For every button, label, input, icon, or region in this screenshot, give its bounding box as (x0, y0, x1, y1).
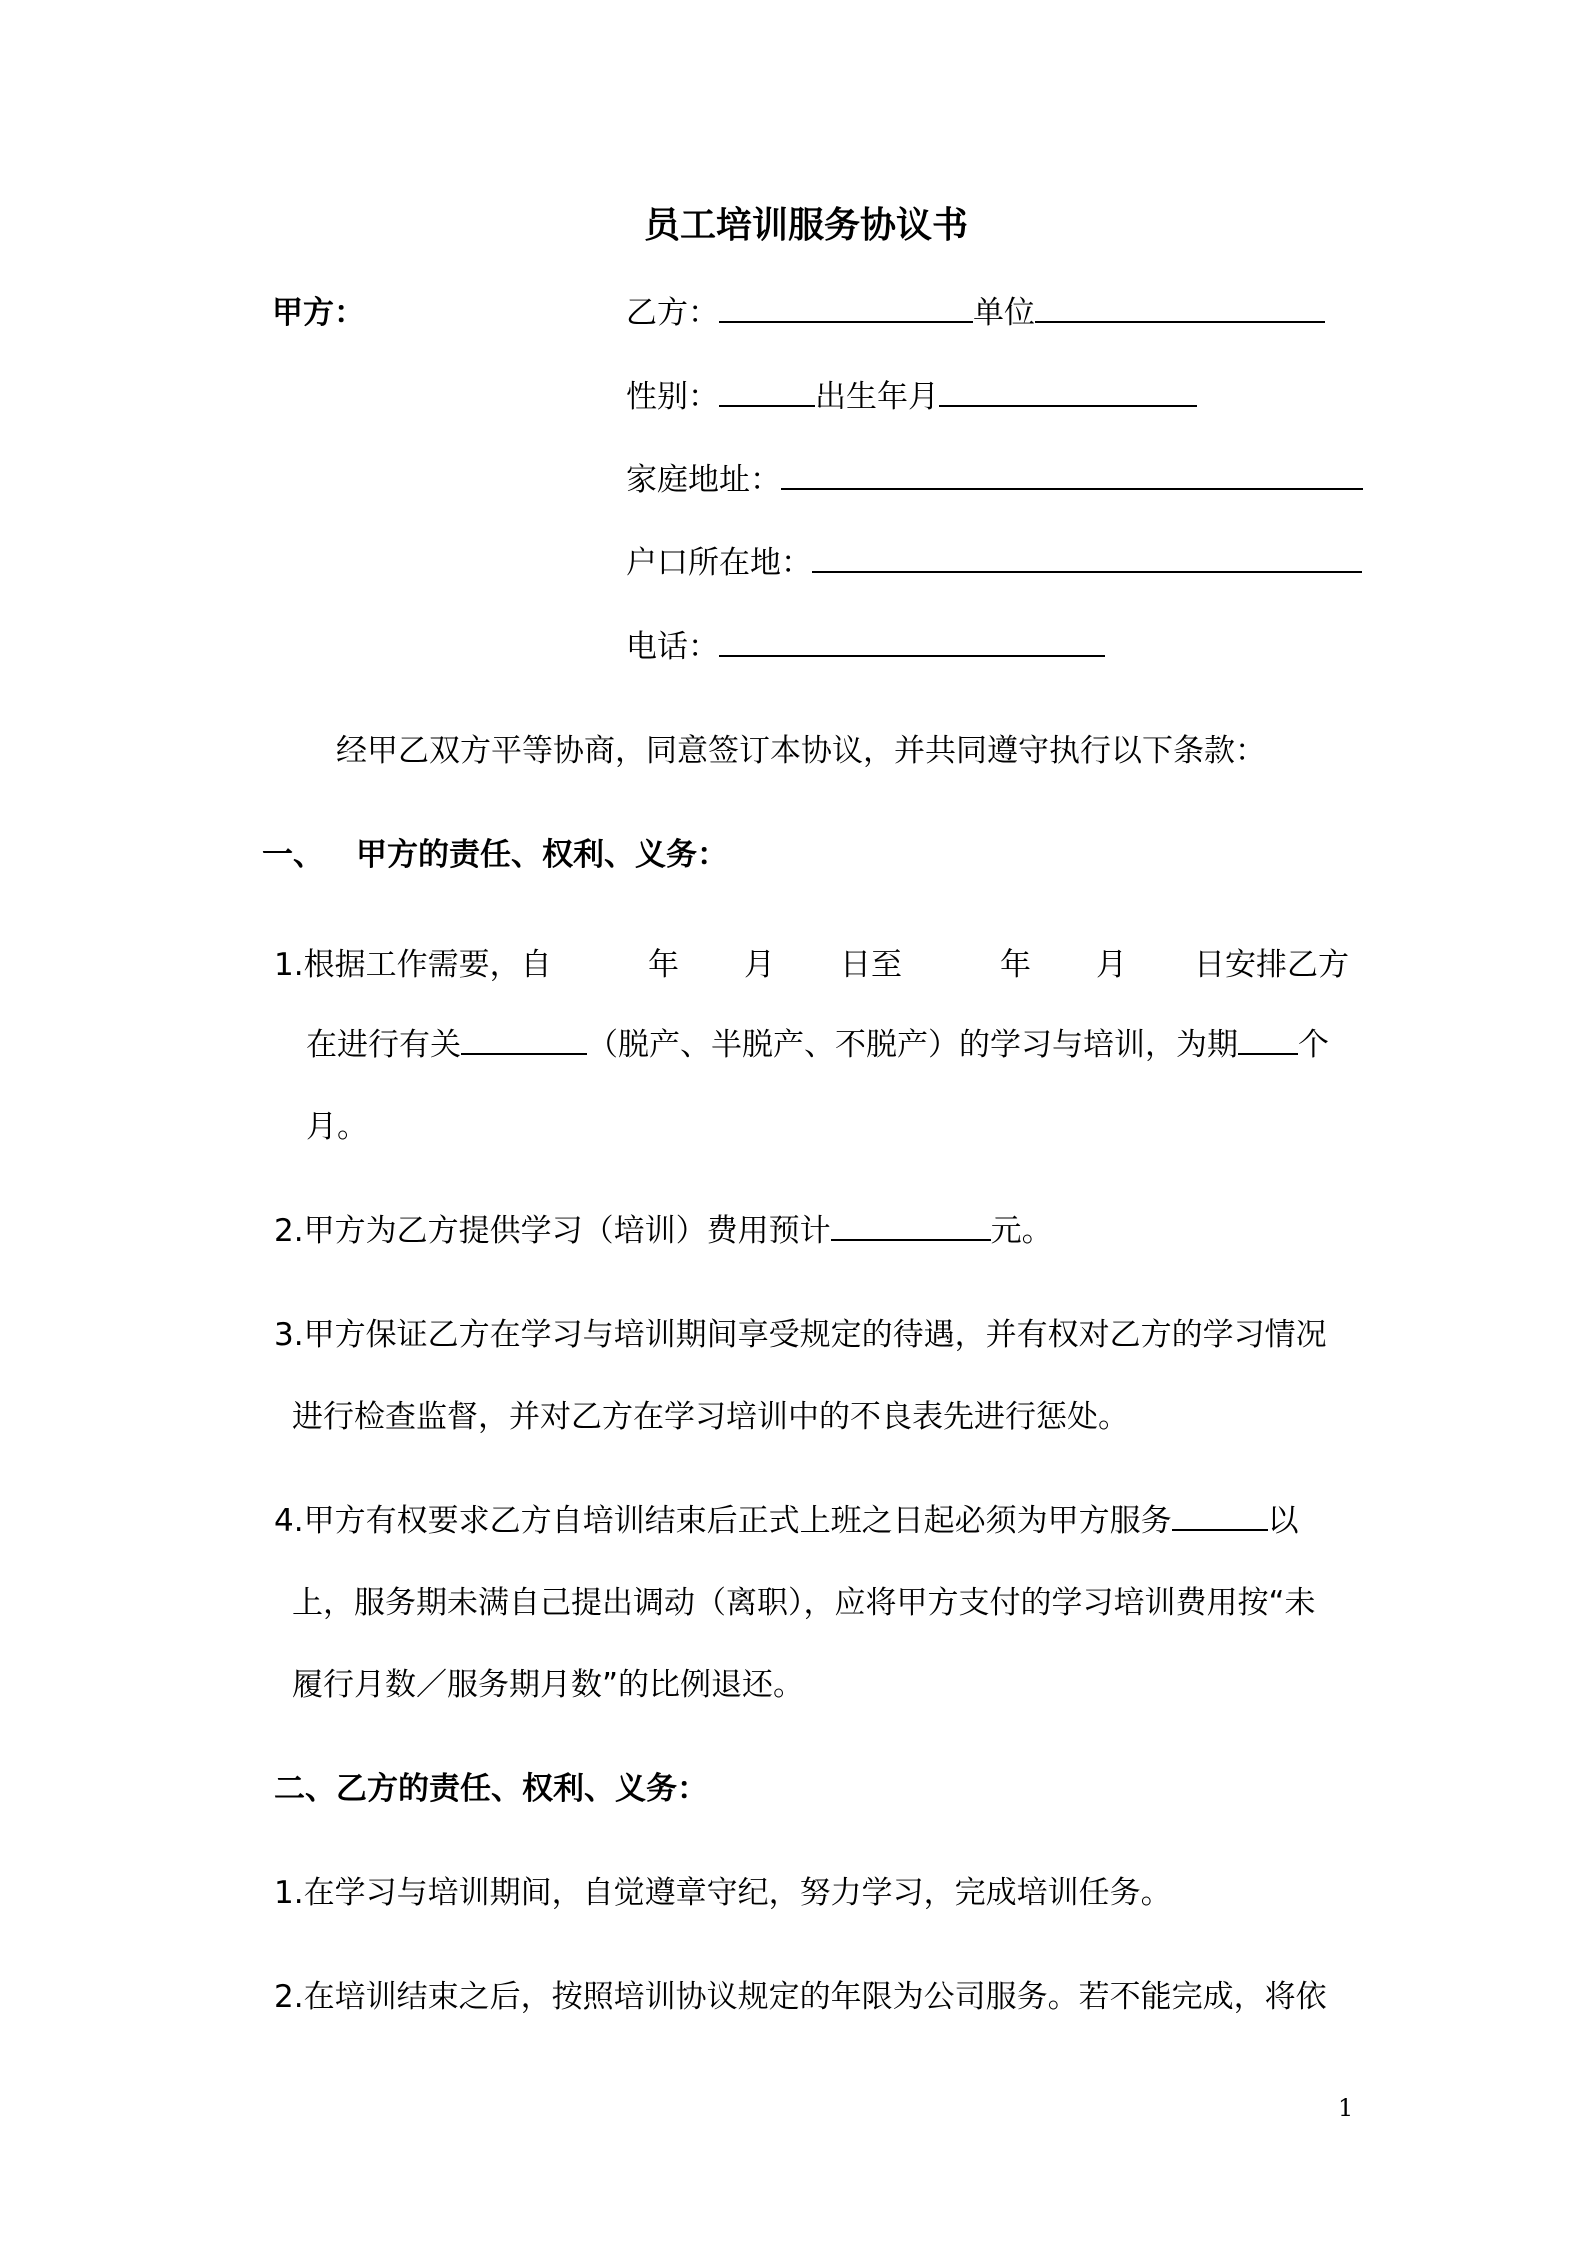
clause1-1-year2: 年 (1000, 947, 1031, 983)
clause2-1: 1.在学习与培训期间，自觉遵章守纪，努力学习，完成培训任务。 (274, 1875, 1172, 1911)
hukou-row (626, 545, 1362, 581)
clause2-2: 2.在培训结束之后，按照培训协议规定的年限为公司服务。若不能完成，将依 (274, 1979, 1327, 2015)
section2-heading: 二、乙方的责任、权利、义务： (274, 1771, 708, 1807)
section1-heading: 甲方的责任、权利、义务： (356, 837, 728, 873)
clause1-2: 2.甲方为乙方提供学习（培训）费用预计 元。 (274, 1213, 1053, 1249)
party-b-name-row (626, 295, 1325, 331)
clause1-4-line1: 4.甲方有权要求乙方自培训结束后正式上班之日起必须为甲方服务 以 (274, 1503, 1299, 1539)
hukou-label: 户口所在地： (626, 545, 812, 581)
unit-label: 单位 (973, 295, 1035, 331)
service-period-blank[interactable] (1172, 1528, 1268, 1531)
clause1-3-line1: 3.甲方保证乙方在学习与培训期间享受规定的待遇，并有权对乙方的学习情况 (274, 1317, 1327, 1353)
clause1-4-line2: 上，服务期未满自己提出调动（离职），应将甲方支付的学习培训费用按“未 (292, 1585, 1316, 1621)
clause1-4-line3: 履行月数／服务期月数”的比例退还。 (292, 1667, 805, 1703)
gender-label: 性别： (626, 379, 719, 415)
party-b-label: 乙方： (626, 295, 719, 331)
clause1-1-line3: 月。 (306, 1109, 368, 1145)
clause1-3-line2: 进行检查监督，并对乙方在学习培训中的不良表先进行惩处。 (292, 1399, 1129, 1435)
duration-blank[interactable] (1238, 1052, 1298, 1055)
address-label: 家庭地址： (626, 462, 781, 498)
clause1-1-month1: 月 (744, 947, 775, 983)
intro-paragraph: 经甲乙双方平等协商，同意签订本协议，并共同遵守执行以下条款： (336, 733, 1266, 769)
birth-label: 出生年月 (815, 379, 939, 415)
fee-blank[interactable] (831, 1238, 991, 1241)
gender-birth-row (626, 379, 1197, 415)
birth-blank[interactable] (939, 404, 1197, 407)
clause1-1-line2: 在进行有关 （脱产、半脱产、不脱产）的学习与培训，为期 个 (306, 1027, 1329, 1063)
hukou-blank[interactable] (812, 570, 1362, 573)
phone-label: 电话： (626, 629, 719, 665)
clause1-1-day2: 日安排乙方 (1194, 947, 1349, 983)
clause1-1-line1-text: 1.根据工作需要，自 (274, 947, 552, 983)
phone-row (626, 629, 1105, 665)
study-type-blank[interactable] (461, 1052, 587, 1055)
clause1-1-year1: 年 (648, 947, 679, 983)
unit-blank[interactable] (1035, 320, 1325, 323)
document-title: 员工培训服务协议书 (644, 205, 969, 246)
address-row (626, 462, 1363, 498)
section1-number: 一、 (262, 837, 324, 873)
address-blank[interactable] (781, 487, 1363, 490)
phone-blank[interactable] (719, 654, 1105, 657)
clause1-1-month2: 月 (1096, 947, 1127, 983)
party-a-label: 甲方： (272, 295, 365, 331)
page-number: 1 (1338, 2094, 1354, 2122)
gender-blank[interactable] (719, 404, 815, 407)
party-b-name-blank[interactable] (719, 320, 973, 323)
clause1-1-day1: 日至 (840, 947, 902, 983)
